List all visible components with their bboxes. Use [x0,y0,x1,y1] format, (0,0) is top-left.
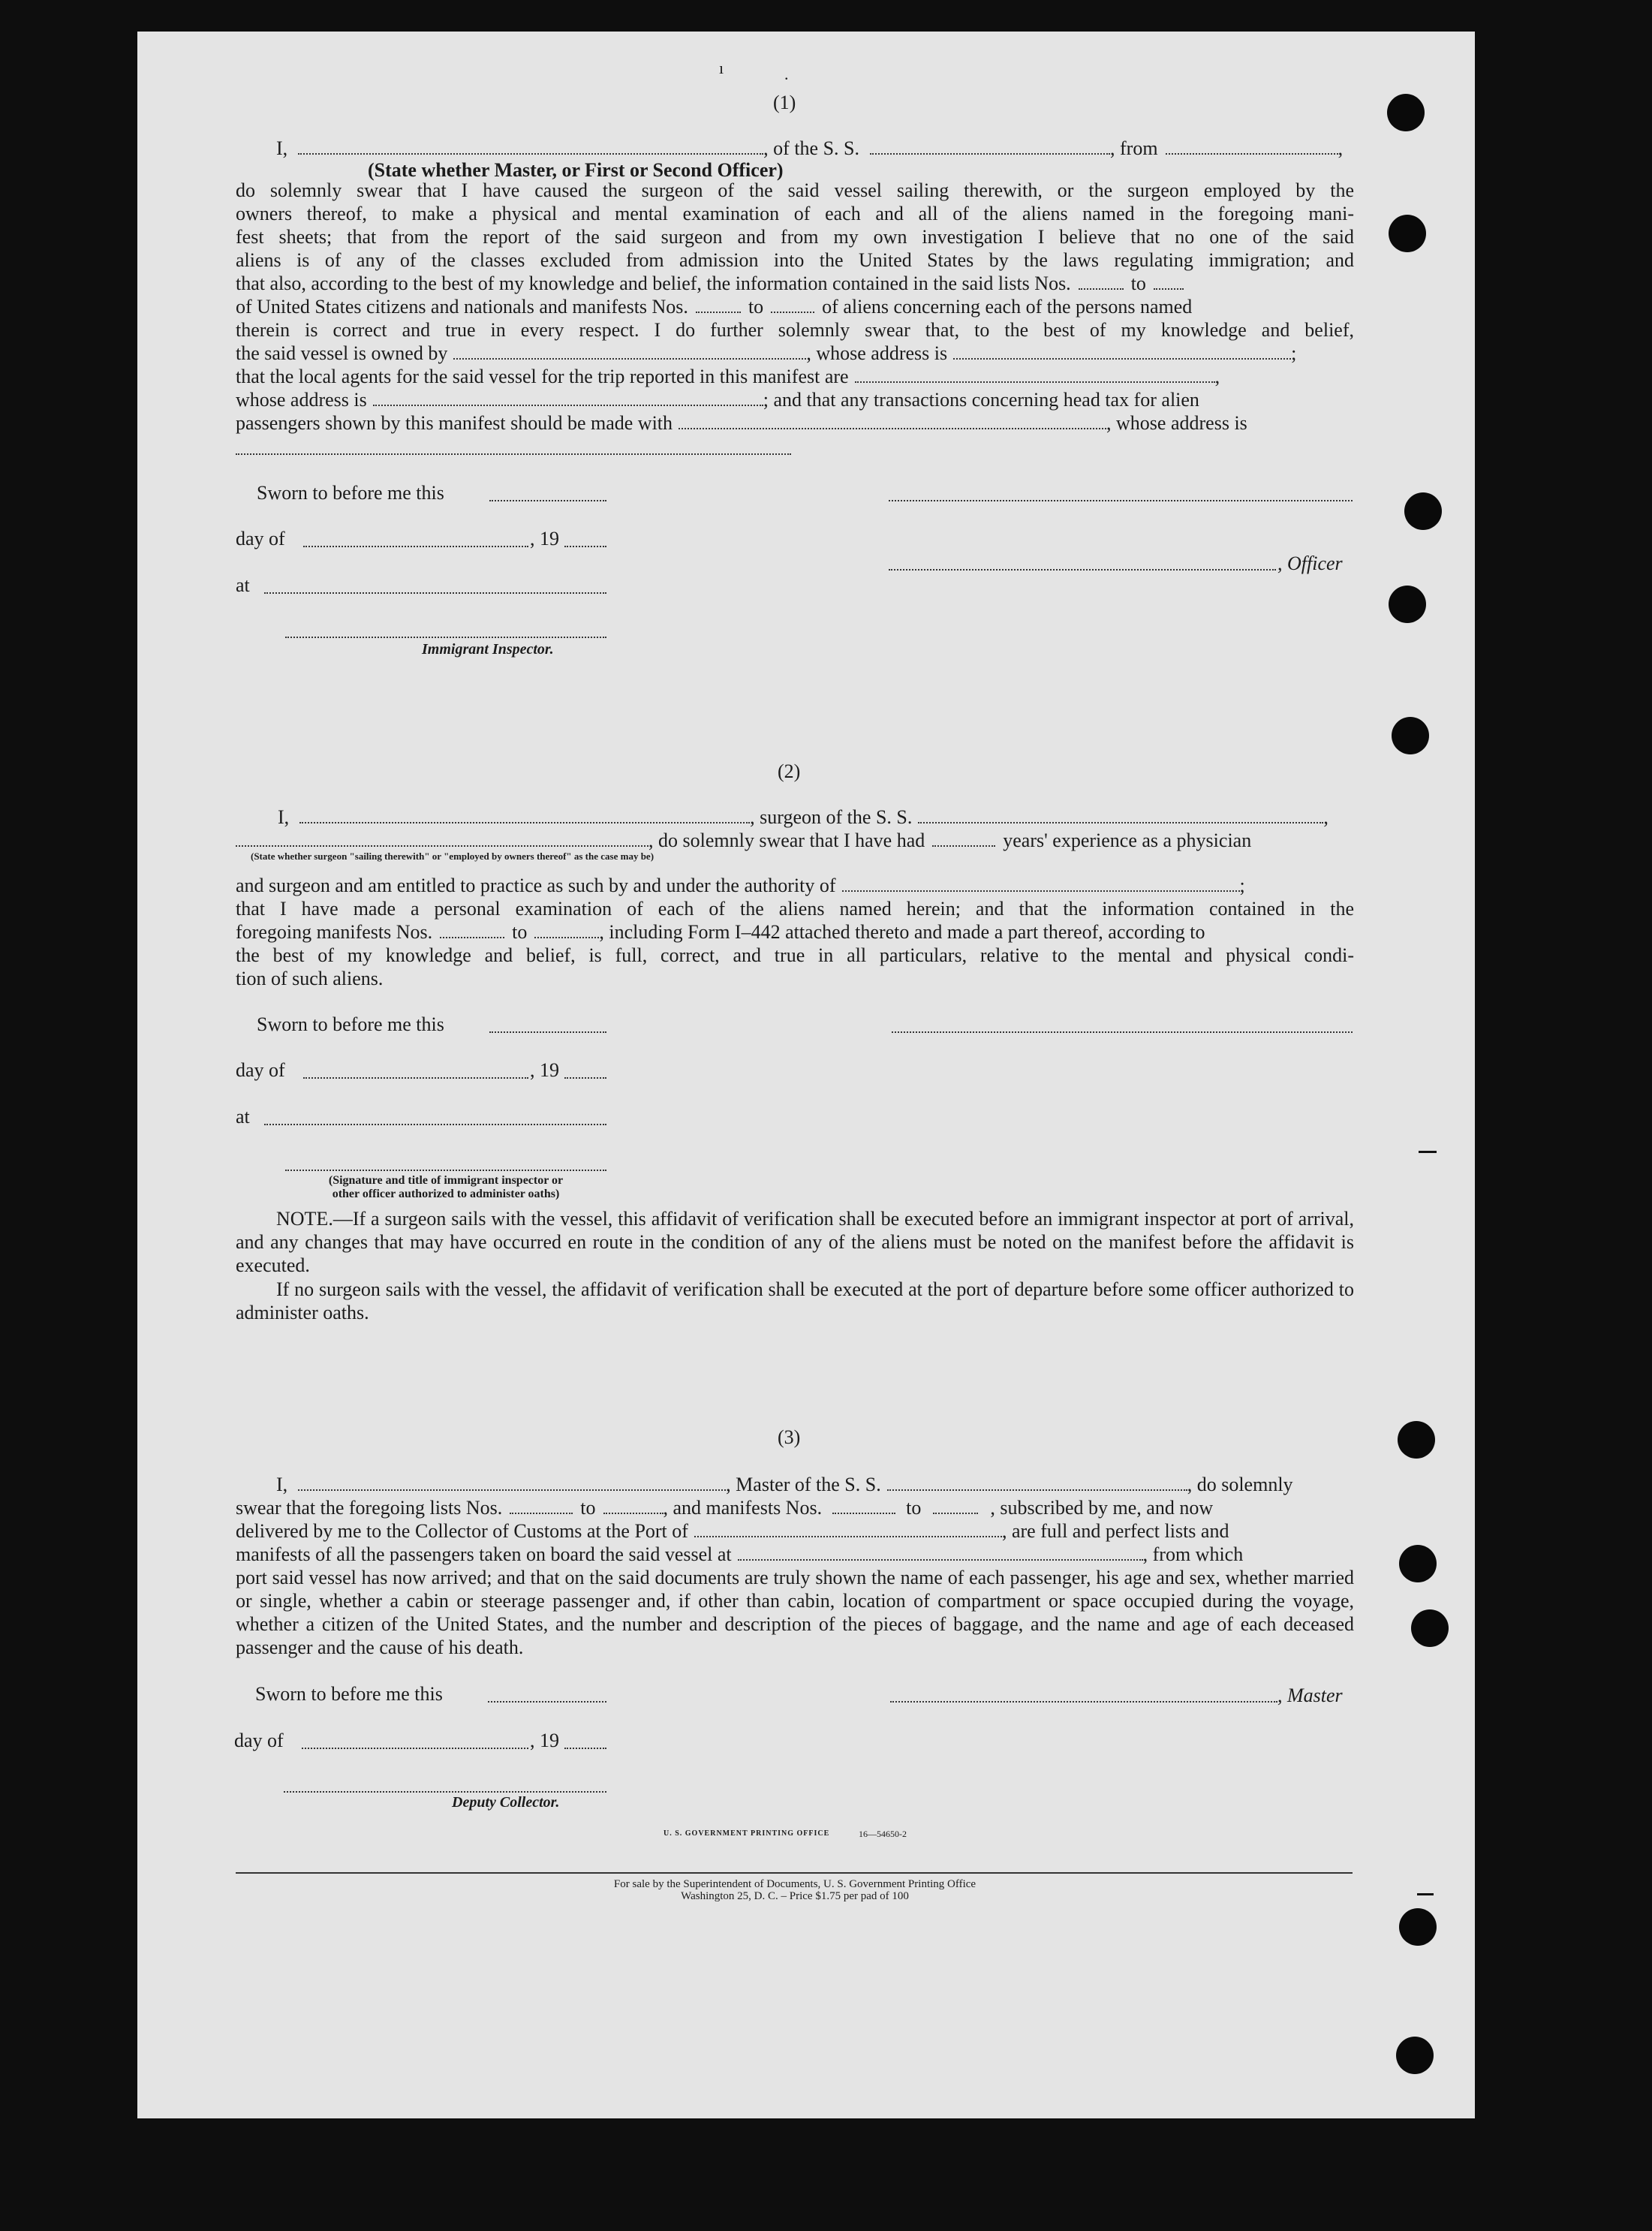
section-2-i: I, [278,806,290,828]
do-solemnly-label: , do solemnly [1187,1474,1293,1495]
at-label: at [236,574,250,596]
footer-rule [236,1872,1353,1874]
semicolon: ; [1239,875,1245,896]
punch-hole [1398,1421,1435,1459]
manifests-to-field[interactable] [933,1499,978,1514]
manifests-nos-label: of United States citizens and nationals and manifests Nos. [236,296,688,318]
lists-nos-label: that also, according to the best of my knowledge and belief, the information contained in the said lists Nos. [236,272,1071,294]
collector-label: Deputy Collector. [452,1794,560,1811]
authority-field[interactable] [842,877,1240,892]
section-2-body-line: tion of such aliens. [236,968,384,989]
section-1-body-line: owners thereof, to make a physical and mental examination of each and all of the aliens named in the foregoing mani- [236,203,1354,224]
subscribed-label: , subscribed by me, and now [990,1497,1214,1519]
section-2-body [236,874,1354,990]
day-of-label: day of [236,528,285,549]
surgeon-of-label: , surgeon of the S. S. [750,806,913,828]
manifests-nos-label: , and manifests Nos. [663,1497,823,1519]
punch-hole [1399,1545,1437,1582]
master-of-label: , Master of the S. S. [726,1474,881,1495]
to-label: to [512,921,528,943]
section-1-heading: (1) [773,92,796,113]
vessel-name-field[interactable] [870,140,1110,155]
manifests-to-field[interactable] [771,298,814,313]
note-paragraph: NOTE.—If a surgeon sails with the vessel, this affidavit of verification shall be executed before an immigrant inspector at port of arrival, and any changes that may have occurred en route in the condition of any of the aliens must be noted on the manifest before the affidavit is executed. [236,1208,1354,1276]
sale-notice-line: Washington 25, D. C. – Price $1.75 per pad of 100 [681,1890,909,1902]
owner-field[interactable] [453,345,806,360]
vessel-name-field[interactable] [887,1476,1187,1491]
authority-label: and surgeon and am entitled to practice as such by and under the authority of [236,875,836,896]
semicolon: ; [1291,342,1297,364]
taken-on-board-label: manifests of all the passengers taken on board the said vessel at [236,1543,732,1565]
note-paragraph-2: If no surgeon sails with the vessel, the affidavit of verification shall be executed at the port of departure before some officer authorized to administer oaths. [236,1278,1354,1323]
master-label: , Master [1277,1685,1343,1706]
form-label: , including Form I–442 attached thereto and made a part thereof, according to [599,921,1205,943]
sworn-day-field[interactable] [489,1031,606,1033]
lists-to-field[interactable] [1154,275,1184,290]
punch-hole [1389,215,1426,252]
inspector-signature-field[interactable] [285,637,606,638]
port-field[interactable] [694,1522,1002,1537]
officer-title-field[interactable] [889,569,1276,571]
local-agents-field[interactable] [855,368,1215,383]
aliens-label: of aliens concerning each of the persons named [822,296,1193,318]
comma: , [1214,366,1220,387]
lists-to-field[interactable] [603,1499,664,1514]
local-agents-label: that the local agents for the said vessel for the trip reported in this manifest are [236,366,849,387]
to-label: to [1130,272,1146,294]
punch-hole [1389,586,1426,623]
officer-label: , Officer [1277,552,1343,574]
section-1-body-line: do solemnly swear that I have caused the surgeon of the said vessel sailing therewith, or the surgeon employed by the [236,179,1354,201]
punch-hole [1392,717,1429,754]
margin-dash [1419,1151,1437,1153]
day-of-label: day of [236,1059,285,1081]
agents-address-field[interactable] [373,391,763,406]
at-label: at [236,1106,250,1128]
section-2-body-line: that I have made a personal examination of each of the aliens named herein; and that the information contained in the [236,898,1354,920]
gpo-imprint: U. S. GOVERNMENT PRINTING OFFICE [664,1829,830,1838]
from-label: , from [1110,137,1158,159]
manifests-from-field[interactable] [696,298,741,313]
section-3-i: I, [276,1474,288,1495]
surgeon-status-field[interactable] [236,832,648,847]
sworn-label: Sworn to before me this [255,1683,443,1705]
section-2-body-line: the best of my knowledge and belief, is full, correct, and true in all particulars, relative to the mental and physical condi- [236,944,1354,966]
to-label: to [748,296,764,318]
from-port-field[interactable] [1166,140,1338,155]
surgeon-signature-field[interactable] [892,1031,1353,1033]
manifests-from-field[interactable] [832,1499,895,1514]
punch-hole [1387,94,1425,131]
comma: , [1338,137,1344,159]
signature-caption-line: (Signature and title of immigrant inspector or [328,1174,564,1187]
section-2-heading: (2) [778,760,801,782]
departure-port-field[interactable] [738,1546,1143,1561]
manifests-from-field[interactable] [440,923,504,938]
lists-from-field[interactable] [1079,275,1124,290]
top-mark: . [784,65,789,83]
of-ss-label: , of the S. S. [763,137,860,159]
comma: , [1323,806,1329,828]
to-label: to [906,1497,922,1519]
owner-address-field[interactable] [953,345,1291,360]
year-field[interactable] [564,1077,606,1079]
section-1-line-1 [236,137,1354,160]
head-tax-label: ; and that any transactions concerning head tax for alien [763,389,1199,411]
whose-address-label: , whose address is [1106,412,1247,434]
swear-label: , do solemnly swear that I have had [648,829,925,851]
lists-from-field[interactable] [510,1499,573,1514]
signature-caption-line: other officer authorized to administer oaths) [332,1188,560,1200]
section-2-line-1 [236,805,1354,852]
year-field[interactable] [564,1748,606,1749]
collector-port-label: delivered by me to the Collector of Customs at the Port of [236,1520,688,1542]
inspector-label: Immigrant Inspector. [422,641,554,658]
sworn-label: Sworn to before me this [257,1013,444,1035]
officer-signature-field[interactable] [889,500,1353,501]
punch-hole [1404,492,1442,530]
years-experience-label: years' experience as a physician [1003,829,1252,851]
lists-nos-label: swear that the foregoing lists Nos. [236,1497,503,1519]
years-experience-field[interactable] [932,832,995,847]
at-place-field[interactable] [264,592,606,594]
head-tax-contact-field[interactable] [679,414,1106,429]
from-which-label: , from which [1142,1543,1244,1565]
made-with-label: passengers shown by this manifest should be made with [236,412,673,434]
year-label: , 19 [530,1059,559,1081]
month-field[interactable] [303,1077,528,1079]
year-label: , 19 [530,1730,559,1751]
whose-address-label: whose address is [236,389,367,411]
section-2-caption: (State whether surgeon "sailing therewith" or "employed by owners thereof" as the case may be) [251,851,654,862]
head-tax-address-field[interactable] [236,453,791,455]
to-label: to [580,1497,596,1519]
sale-notice [236,1878,1354,1902]
inspector-signature-field[interactable] [285,1170,606,1171]
form-code: 16—54650-2 [859,1829,907,1839]
section-1-caption: (State whether Master, or First or Second Officer) [368,159,784,181]
year-label: , 19 [530,528,559,549]
sworn-label: Sworn to before me this [257,482,444,504]
manifests-nos-label: foregoing manifests Nos. [236,921,433,943]
vessel-name-field[interactable] [918,808,1323,823]
section-1-body-line: aliens is of any of the classes excluded from admission into the United States by the laws regulating immigration; and [236,249,1354,271]
month-field[interactable] [303,546,528,547]
perfect-lists-label: , are full and perfect lists and [1001,1520,1229,1542]
officer-rank-field[interactable] [298,140,763,155]
section-1-body-line: fest sheets; that from the report of the said surgeon and from my own investigation I believe that no one of the said [236,226,1354,248]
section-1-i: I, [276,137,288,159]
section-3-body: port said vessel has now arrived; and that on the said documents are truly shown the name of each passenger, his age and sex, whether married or single, whether a cabin or steerage passenger and, if other than cabin, location of compartment or space occupied during the voyage, whether a citizen of the United States, and the number and description of the pieces of baggage, and the name and age of each deceased passenger and the cause of his death. [236,1567,1354,1658]
top-mark: ı [719,59,724,77]
section-1-body-line: therein is correct and true in every respect. I do further solemnly swear that, to the best of my knowledge and belief, [236,319,1354,341]
whose-address-label: , whose address is [806,342,948,364]
section-3-heading: (3) [778,1426,801,1448]
surgeon-name-field[interactable] [299,808,750,823]
section-3-lines [236,1473,1354,1659]
collector-signature-field[interactable] [284,1791,606,1793]
punch-hole [1396,2037,1434,2074]
month-field[interactable] [302,1748,528,1749]
at-place-field[interactable] [264,1124,606,1125]
sworn-day-field[interactable] [488,1701,606,1703]
master-name-field[interactable] [298,1476,726,1491]
manifests-to-field[interactable] [534,923,599,938]
sworn-day-field[interactable] [489,500,606,501]
margin-dash [1417,1893,1434,1895]
master-signature-field[interactable] [890,1701,1277,1703]
year-field[interactable] [564,546,606,547]
punch-hole [1399,1908,1437,1946]
sale-notice-line: For sale by the Superintendent of Documents, U. S. Government Printing Office [613,1878,976,1890]
punch-hole [1411,1609,1449,1647]
signature-caption [248,1174,644,1201]
day-of-label: day of [234,1730,284,1751]
owned-by-label: the said vessel is owned by [236,342,448,364]
section-1-body [236,179,1354,435]
